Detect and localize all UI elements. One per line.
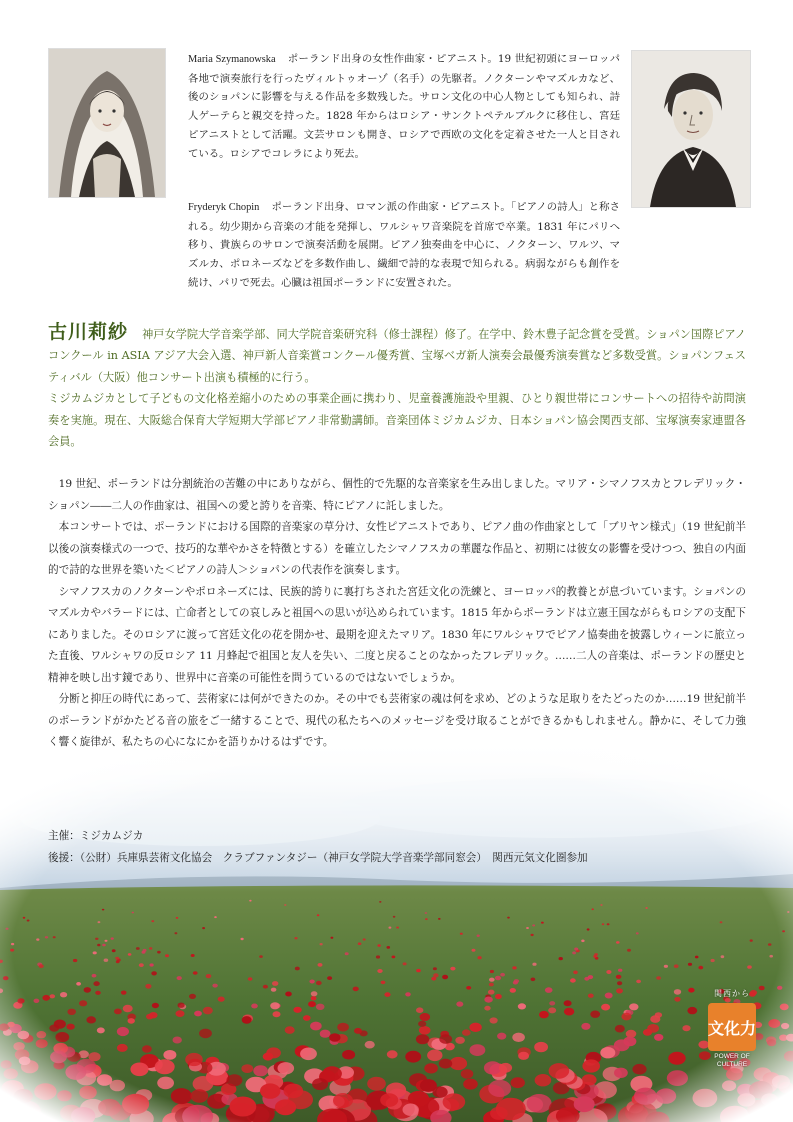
portrait-fryderyk-chopin	[631, 50, 751, 208]
logo-kansai-text: 関西から	[714, 989, 750, 998]
poppy-field-image	[0, 738, 793, 1122]
bio-name: Fryderyk Chopin	[188, 202, 260, 213]
supporters-line: 後援：（公財）兵庫県芸術文化協会 クラブファンタジー（神戸女学院大学音楽学部同窓会） 関西元気文化圏参加	[48, 851, 588, 864]
logo-badge: 文化力	[708, 1003, 756, 1051]
poppy-field-photo	[0, 738, 793, 1122]
credits	[48, 826, 748, 869]
performer-profile	[48, 322, 746, 452]
paragraph: 19 世紀、ポーランドは分割統治の苦難の中にありながら、個性的で先駆的な音楽家を生み出しました。マリア・シマノフスカとフレデリック・ショパン――二人の作曲家は、祖国への愛と誇りを音楽、特にピアノに託しました。	[48, 478, 746, 512]
logo-power-text	[706, 1053, 758, 1069]
bio-text: ポーランド出身、ロマン派の作曲家・ピアニスト。「ピアノの詩人」と称される。幼少期から音楽の才能を発揮し、ワルシャワ音楽院を首席で卒業。1831 年にパリへ移り、貴族らのサロンで演奏活動を展開。ピアノ独奏曲を中心に、ノクターン、ワルツ、マズルカ、ポロネーズなどを多数作曲し、繊細で詩的な表現で知られる。病弱ながらも創作を続け、パリで死去。心臓は祖国ポーランドに安置された。	[188, 201, 620, 289]
bio-text: ポーランド出身の女性作曲家・ピアニスト。19 世紀初頭にヨーロッパ各地で演奏旅行を行ったヴィルトゥオーゾ（名手）の先駆者。ノクターンやマズルカなど、後のショパンに影響を与える作品を多数残した。サロン文化の中心人物としても知られ、詩人ゲーテらと親交を持った。1828 年からはロシア・サンクトペテルブルクに移住し、宮廷ピアニストとして活躍。文芸サロンも開き、ロシアで西欧の文化を定着させた一人と目されている。ロシアでコレラにより死去。	[188, 53, 620, 160]
paragraph: シマノフスカのノクターンやポロネーズには、民族的誇りに裏打ちされた宮廷文化の洗練と、ヨーロッパ的教養とが息づいています。ショパンのマズルカやバラードには、亡命者としての哀しみと祖国への思いが込められています。1815 年からポーランドは立憲王国ながらもロシアの支配下にありました。そのロシアに渡って宮廷文化の花を開かせ、最期を迎えたマリア。1830 年にワルシャワでピアノ協奏曲を披露しウィーンに旅立った直後、ワルシャワの反ロシア 11 月蜂起で祖国と友人を失い、二度と戻ることのなかったフレデリック。……二人の音楽は、ポーランドの歴史と精神を映し出す鏡であり、世界中に音楽の可能性を問うているのではないでしょうか。	[48, 585, 746, 684]
logo-line: POWER OF	[714, 1053, 750, 1060]
performer-name: 古川莉紗	[48, 321, 129, 343]
paragraph: 本コンサートでは、ポーランドにおける国際的音楽家の草分け、女性ピアニストであり、ピアノ曲の作曲家として「ブリヤン様式」（19 世紀前半以後の演奏様式の一つで、技巧的な華やかさを特徴とする）を確立したシマノフスカの華麗な作品と、初期には彼女の影響を受けつつ、独自の内面的で詩的な世界を築いた＜ピアノの詩人＞ショパンの代表作を演奏します。	[48, 521, 746, 576]
performer-bio: 神戸女学院大学音楽学部、同大学院音楽研究科（修士課程）修了。在学中、鈴木豊子記念賞を受賞。ショパン国際ピアノコンクール in ASIA アジア大会入選、神戸新人音楽賞コンクール優秀賞、宝塚ベガ新人演奏会最優秀演奏賞など多数受賞。ショパンフェスティバル（大阪）他コンサート出演も積極的に行う。	[48, 328, 746, 384]
portrait-maria-szymanowska	[48, 48, 166, 198]
portrait-engraving-icon	[632, 51, 750, 207]
bio-maria-szymanowska	[188, 50, 620, 163]
power-of-culture-logo	[706, 988, 758, 1069]
organizer-line: 主催：ミジカムジカ	[48, 830, 144, 842]
paragraph: 分断と抑圧の時代にあって、芸術家には何ができたのか。その中でも芸術家の魂は何を求め、どのような足取りをたどったのか……19 世紀前半のポーランドがかたどる音の旅をご一緒することで、現代の私たちへのメッセージを受け取ることができるかもしれません。静かに、そして力強く響く旋律が、私たちの心になにかを語りかけるはずです。	[48, 693, 746, 748]
logo-line: CULTURE	[716, 1061, 748, 1068]
bio-fryderyk-chopin	[188, 198, 620, 293]
bio-name: Maria Szymanowska	[188, 54, 276, 65]
portrait-engraving-icon	[49, 49, 165, 197]
performer-bio-activities: ミジカムジカとして子どもの文化格差縮小のための事業企画に携わり、児童養護施設や里親、ひとり親世帯にコンサートへの招待や訪問演奏を実施。現在、大阪総合保育大学短期大学部ピアノ非常勤講師。音楽団体ミジカムジカ、日本ショパン協会関西支部、宝塚演奏家連盟各会員。	[48, 392, 746, 449]
concert-description	[48, 474, 746, 754]
